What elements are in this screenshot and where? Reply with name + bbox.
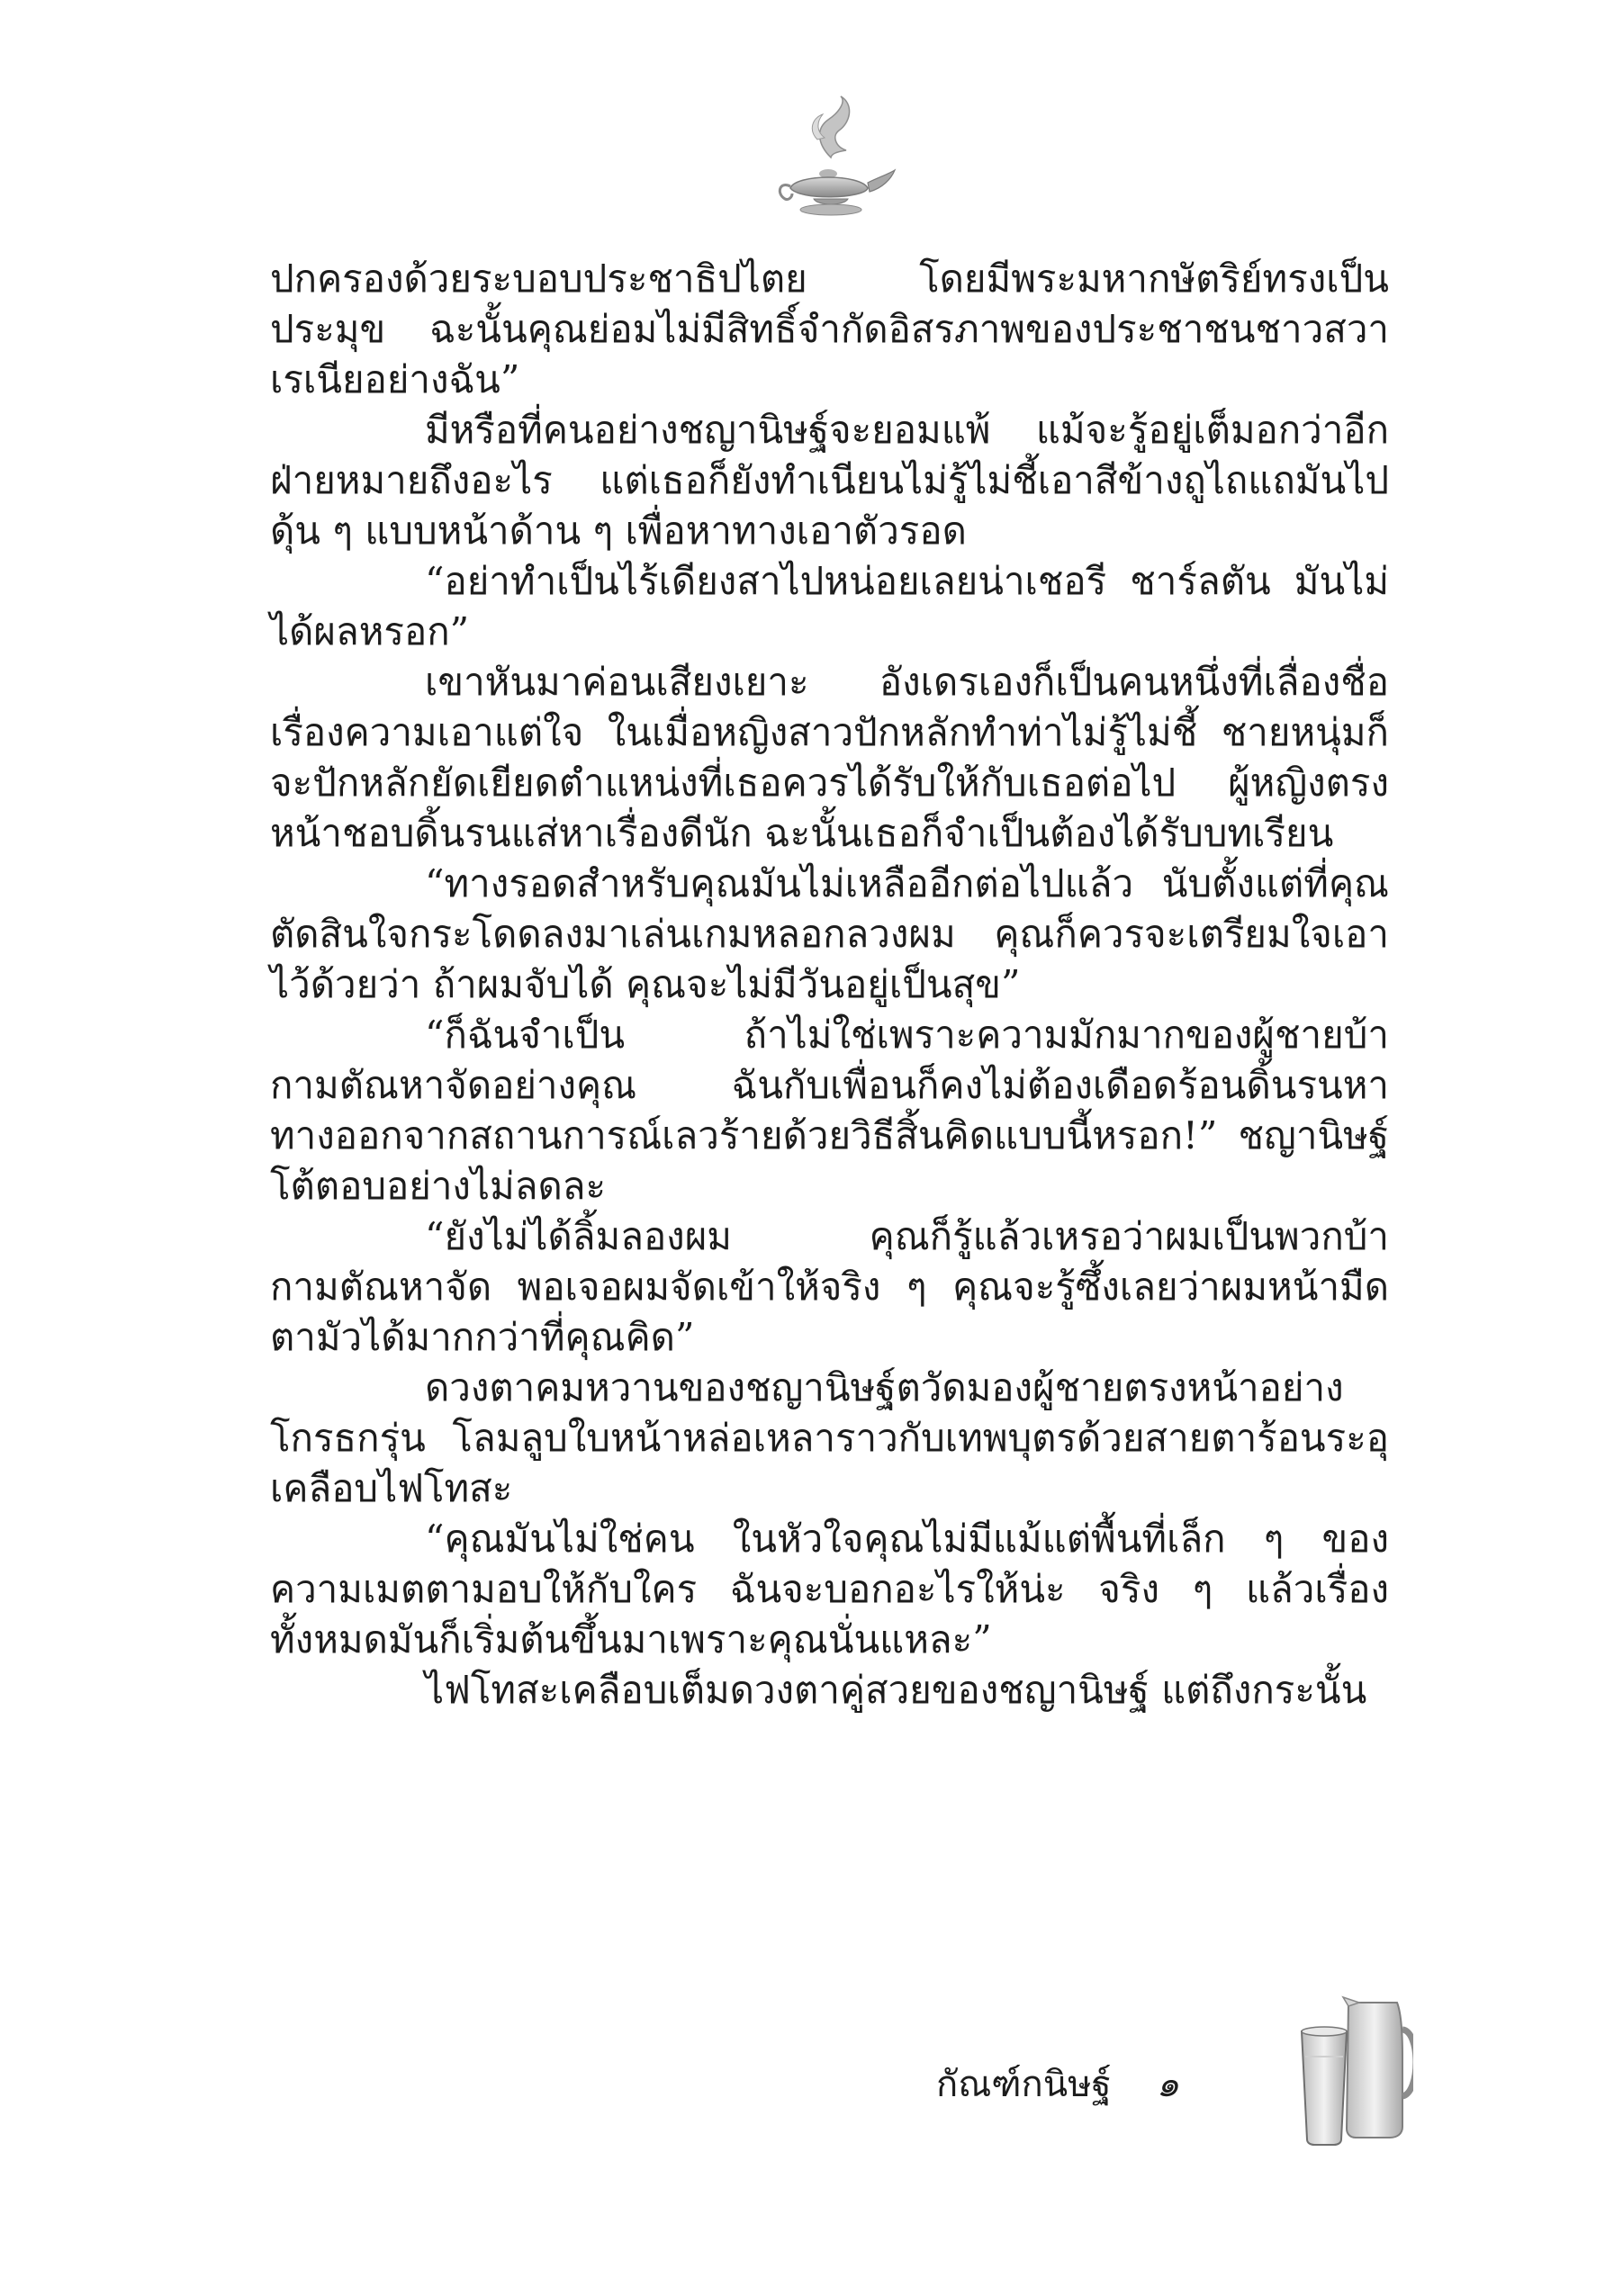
paragraph: “อย่าทำเป็นไร้เดียงสาไปหน่อยเลยน่าเชอรี ชาร์ลตัน มันไม่ได้ผลหรอก” xyxy=(270,559,1389,653)
paragraph: “ก็ฉันจำเป็น ถ้าไม่ใช่เพราะความมักมากของผู้ชายบ้ากามตัณหาจัดอย่างคุณ ฉันกับเพื่อนก็คงไม่ต้องเดือดร้อนดิ้นรนหาทางออกจากสถานการณ์เลวร้ายด้วยวิธีสิ้นคิดแบบนี้หรอก!” ชญานิษฐ์โต้ตอบอย่างไม่ลดละ xyxy=(270,1013,1389,1208)
paragraph: “คุณมันไม่ใช่คน ในหัวใจคุณไม่มีแม้แต่พื้นที่เล็ก ๆ ของความเมตตามอบให้กับใคร ฉันจะบอกอะไรให้น่ะ จริง ๆ แล้วเรื่องทั้งหมดมันก็เริ่มต้นขึ้นมาเพราะคุณนั่นแหละ” xyxy=(270,1517,1389,1661)
paragraph: ดวงตาคมหวานของชญานิษฐ์ตวัดมองผู้ชายตรงหน้าอย่างโกรธกรุ่น โลมลูบใบหน้าหล่อเหลาราวกับเทพบุตรด้วยสายตาร้อนระอุเคลือบไฟโทสะ xyxy=(270,1365,1389,1510)
paragraph: “ทางรอดสำหรับคุณมันไม่เหลืออีกต่อไปแล้ว นับตั้งแต่ที่คุณตัดสินใจกระโดดลงมาเล่นเกมหลอกลวงผม คุณก็ควรจะเตรียมใจเอาไว้ด้วยว่า ถ้าผมจับได้ คุณจะไม่มีวันอยู่เป็นสุข” xyxy=(270,861,1389,1006)
paragraph: “ยังไม่ได้ลิ้มลองผม คุณก็รู้แล้วเหรอว่าผมเป็นพวกบ้ากามตัณหาจัด พอเจอผมจัดเข้าให้จริง ๆ คุณจะรู้ซึ้งเลยว่าผมหน้ามืดตามัวได้มากกว่าที่คุณคิด” xyxy=(270,1214,1389,1359)
body-text xyxy=(270,254,1389,1715)
paragraph: ไฟโทสะเคลือบเต็มดวงตาคู่สวยของชญานิษฐ์ แต่ถึงกระนั้น xyxy=(425,1668,1367,1712)
page-number: ๑ xyxy=(1156,2064,1179,2105)
running-title: กัณฑ์กนิษฐ์ xyxy=(936,2064,1112,2105)
page-footer xyxy=(936,2052,1179,2115)
paragraph: มีหรือที่คนอย่างชญานิษฐ์จะยอมแพ้ แม้จะรู้อยู่เต็มอกว่าอีกฝ่ายหมายถึงอะไร แต่เธอก็ยังทำเนียนไม่รู้ไม่ชี้เอาสีข้างถูไถแถมันไปดุ้น ๆ แบบหน้าด้าน ๆ เพื่อหาทางเอาตัวรอด xyxy=(270,408,1389,553)
glass-and-pitcher-icon xyxy=(1296,1976,1413,2147)
genie-lamp-icon xyxy=(763,95,898,230)
paragraph: เขาหันมาค่อนเสียงเยาะ อังเดรเองก็เป็นคนหนึ่งที่เลื่องชื่อเรื่องความเอาแต่ใจ ในเมื่อหญิงสาวปักหลักทำท่าไม่รู้ไม่ชี้ ชายหนุ่มก็จะปักหลักยัดเยียดตำแหน่งที่เธอควรได้รับให้กับเธอต่อไป ผู้หญิงตรงหน้าชอบดิ้นรนแส่หาเรื่องดีนัก ฉะนั้นเธอก็จำเป็นต้องได้รับบทเรียน xyxy=(270,660,1389,855)
paragraph: ปกครองด้วยระบอบประชาธิปไตย โดยมีพระมหากษัตริย์ทรงเป็นประมุข ฉะนั้นคุณย่อมไม่มีสิทธิ์จำกัดอิสรภาพของประชาชนชาวสวาเรเนียอย่างฉัน” xyxy=(270,257,1389,401)
